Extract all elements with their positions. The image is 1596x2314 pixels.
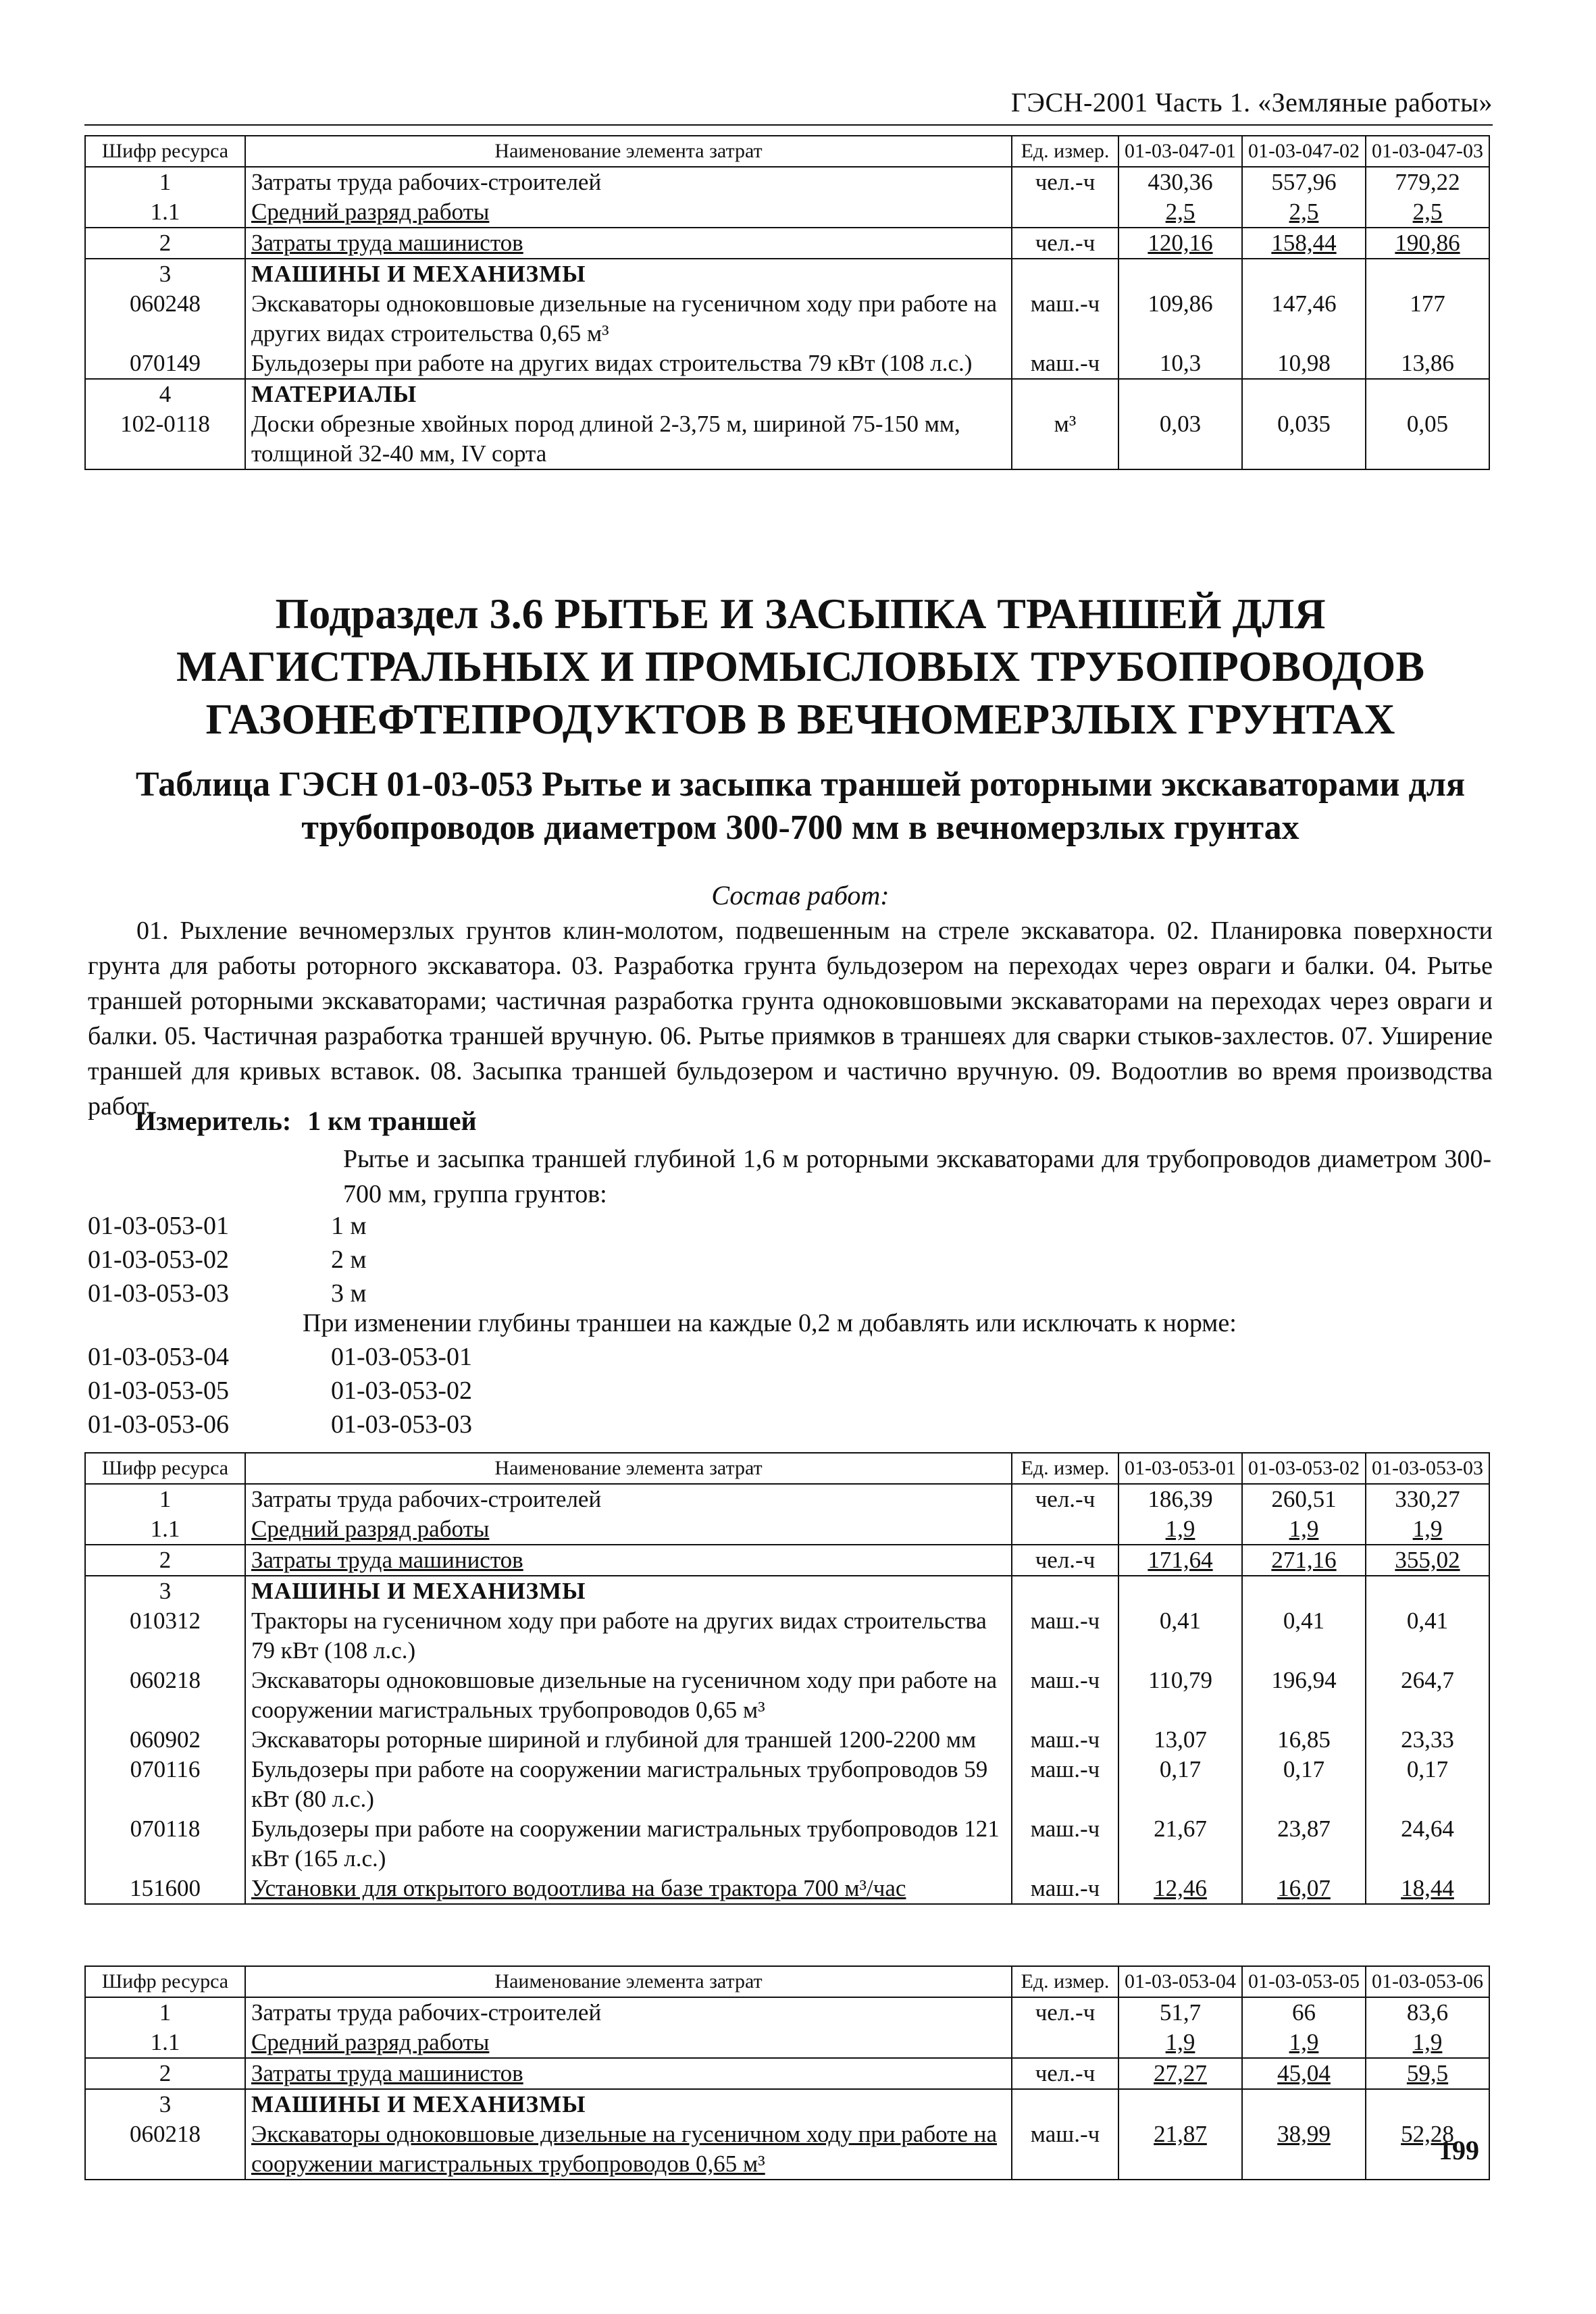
norm-row: [88, 1209, 367, 1243]
row-value: 430,36: [1118, 167, 1242, 197]
row-value: [1366, 259, 1489, 289]
table-row: [85, 1545, 1489, 1576]
row-name: Затраты труда машинистов: [245, 228, 1012, 259]
row-value: 196,94: [1242, 1666, 1366, 1725]
row-value: [1118, 379, 1242, 409]
row-unit: маш.-ч: [1012, 1874, 1118, 1904]
row-unit: м³: [1012, 409, 1118, 469]
row-code: 3: [85, 2089, 245, 2119]
table-row: [85, 2058, 1489, 2089]
row-unit: [1012, 1514, 1118, 1545]
table-row: [85, 197, 1489, 228]
row-value: 59,5: [1366, 2058, 1489, 2089]
meter-line: [135, 1105, 477, 1137]
row-unit: чел.-ч: [1012, 1484, 1118, 1514]
row-code: 070149: [85, 349, 245, 379]
header-col-3: 01-03-053-03: [1366, 1453, 1489, 1484]
row-value: 1,9: [1118, 1514, 1242, 1545]
row-unit: [1012, 259, 1118, 289]
row-name: МАШИНЫ И МЕХАНИЗМЫ: [245, 1576, 1012, 1606]
row-value: 0,17: [1242, 1755, 1366, 1814]
table-row: [85, 409, 1489, 469]
row-unit: чел.-ч: [1012, 167, 1118, 197]
row-unit: чел.-ч: [1012, 228, 1118, 259]
row-value: 177: [1366, 289, 1489, 349]
table-row: [85, 1814, 1489, 1874]
row-code: 060902: [85, 1725, 245, 1755]
row-value: 13,07: [1118, 1725, 1242, 1755]
row-unit: чел.-ч: [1012, 1545, 1118, 1576]
row-value: 23,33: [1366, 1725, 1489, 1755]
row-code: 151600: [85, 1874, 245, 1904]
row-value: 0,17: [1366, 1755, 1489, 1814]
row-code: 1.1: [85, 1514, 245, 1545]
row-name: Затраты труда рабочих-строителей: [245, 1997, 1012, 2028]
meter-label: Измеритель:: [135, 1106, 292, 1136]
row-name: Доски обрезные хвойных пород длиной 2-3,75 м, шириной 75-150 мм, толщиной 32-40 мм, IV сорта: [245, 409, 1012, 469]
works-composition-label: Состав работ:: [711, 880, 890, 910]
row-value: 24,64: [1366, 1814, 1489, 1874]
row-code: 010312: [85, 1606, 245, 1666]
row-code: 060248: [85, 289, 245, 349]
row-value: 51,7: [1118, 1997, 1242, 2028]
row-value: 120,16: [1118, 228, 1242, 259]
norm-code: 01-03-053-06: [88, 1410, 229, 1439]
row-value: 271,16: [1242, 1545, 1366, 1576]
row-unit: [1012, 2089, 1118, 2119]
row-unit: чел.-ч: [1012, 2058, 1118, 2089]
table-row: [85, 379, 1489, 409]
row-value: 171,64: [1118, 1545, 1242, 1576]
row-value: [1366, 1576, 1489, 1606]
row-name: Затраты труда машинистов: [245, 2058, 1012, 2089]
row-name: Экскаваторы одноковшовые дизельные на гусеничном ходу при работе на других видах строительства 0,65 м³: [245, 289, 1012, 349]
row-value: 23,87: [1242, 1814, 1366, 1874]
row-unit: маш.-ч: [1012, 1666, 1118, 1725]
row-code: 1: [85, 1997, 245, 2028]
header-code: Шифр ресурса: [85, 136, 245, 167]
row-value: [1242, 2089, 1366, 2119]
row-code: 2: [85, 228, 245, 259]
header-col-1: 01-03-053-04: [1118, 1966, 1242, 1997]
header-unit: Ед. измер.: [1012, 136, 1118, 167]
table-header-row: [85, 1453, 1489, 1484]
row-code: 3: [85, 259, 245, 289]
table-row: [85, 349, 1489, 379]
table-header-row: [85, 136, 1489, 167]
row-unit: [1012, 379, 1118, 409]
row-value: 1,9: [1118, 2028, 1242, 2058]
row-unit: [1012, 2028, 1118, 2058]
row-code: 3: [85, 1576, 245, 1606]
header-code: Шифр ресурса: [85, 1966, 245, 1997]
norm-value: 01-03-053-01: [331, 1343, 472, 1371]
row-value: 260,51: [1242, 1484, 1366, 1514]
header-col-3: 01-03-053-06: [1366, 1966, 1489, 1997]
table-row: [85, 167, 1489, 197]
row-value: 16,07: [1242, 1874, 1366, 1904]
row-value: [1118, 1576, 1242, 1606]
row-name: Бульдозеры при работе на сооружении магистральных трубопроводов 121 кВт (165 л.с.): [245, 1814, 1012, 1874]
norm-code: 01-03-053-05: [88, 1377, 229, 1405]
norm-code: 01-03-053-04: [88, 1343, 229, 1371]
row-value: 10,3: [1118, 349, 1242, 379]
row-value: 0,41: [1118, 1606, 1242, 1666]
row-unit: маш.-ч: [1012, 1606, 1118, 1666]
table-row: [85, 1606, 1489, 1666]
table-row: [85, 259, 1489, 289]
header-col-2: 01-03-053-05: [1242, 1966, 1366, 1997]
norm-row: [88, 1277, 367, 1310]
norm-note: При изменении глубины траншеи на каждые 0,2 м добавлять или исключать к норме:: [303, 1309, 1237, 1337]
table-row: [85, 1755, 1489, 1814]
row-name: Экскаваторы роторные шириной и глубиной для траншей 1200-2200 мм: [245, 1725, 1012, 1755]
row-value: [1242, 259, 1366, 289]
row-value: 12,46: [1118, 1874, 1242, 1904]
norm-row: [88, 1243, 367, 1277]
subsection-title: Подраздел 3.6 РЫТЬЕ И ЗАСЫПКА ТРАНШЕЙ ДЛЯ МАГИСТРАЛЬНЫХ И ПРОМЫСЛОВЫХ ТРУБОПРОВОДОВ ГАЗОНЕФТЕПРОДУКТОВ В ВЕЧНОМЕРЗЛЫХ ГРУНТАХ: [176, 590, 1425, 743]
row-code: 2: [85, 2058, 245, 2089]
row-value: 2,5: [1242, 197, 1366, 228]
row-value: 779,22: [1366, 167, 1489, 197]
row-name: Установки для открытого водоотлива на базе трактора 700 м³/час: [245, 1874, 1012, 1904]
row-value: 13,86: [1366, 349, 1489, 379]
row-name: Средний разряд работы: [245, 2028, 1012, 2058]
row-name: МАШИНЫ И МЕХАНИЗМЫ: [245, 2089, 1012, 2119]
row-unit: [1012, 197, 1118, 228]
row-value: 158,44: [1242, 228, 1366, 259]
row-code: 1.1: [85, 197, 245, 228]
header-unit: Ед. измер.: [1012, 1966, 1118, 1997]
norm-value: 01-03-053-03: [331, 1410, 472, 1439]
row-value: 27,27: [1118, 2058, 1242, 2089]
norm-code: 01-03-053-01: [88, 1212, 229, 1240]
meter-value: 1 км траншей: [307, 1106, 477, 1136]
row-value: 190,86: [1366, 228, 1489, 259]
norm-value: 3 м: [331, 1279, 367, 1308]
header-col-2: 01-03-053-02: [1242, 1453, 1366, 1484]
resource-table-053-b: [84, 1965, 1490, 2180]
row-name: Бульдозеры при работе на других видах строительства 79 кВт (108 л.с.): [245, 349, 1012, 379]
row-value: [1242, 379, 1366, 409]
row-value: 21,67: [1118, 1814, 1242, 1874]
norm-value: 1 м: [331, 1212, 367, 1240]
row-value: 110,79: [1118, 1666, 1242, 1725]
header-code: Шифр ресурса: [85, 1453, 245, 1484]
row-name: Затраты труда машинистов: [245, 1545, 1012, 1576]
row-code: 070116: [85, 1755, 245, 1814]
row-value: 0,035: [1242, 409, 1366, 469]
row-name: Затраты труда рабочих-строителей: [245, 1484, 1012, 1514]
running-head: ГЭСН-2001 Часть 1. «Земляные работы»: [1010, 87, 1493, 118]
row-unit: [1012, 1576, 1118, 1606]
norm-description: Рытье и засыпка траншей глубиной 1,6 м роторными экскаваторами для трубопроводов диаметром 300-700 мм, группа грунтов:: [343, 1145, 1491, 1208]
row-name: Средний разряд работы: [245, 197, 1012, 228]
works-description: 01. Рыхление вечномерзлых грунтов клин-молотом, подвешенным на стреле экскаватора. 02. Планировка поверхности грунта для работы роторного экскаватора. 03. Разработка грунта бульдозером на переходах через овраги и балки. 04. Рытье траншей роторными экскаваторами; частичная разработка грунта одноковшовыми экскаваторами на переходах через овраги и балки. 05. Частичная разработка траншей вручную. 06. Рытье приямков в траншеях для сварки стыков-захлестов. 07. Уширение траншей для кривых вставок. 08. Засыпка траншей бульдозером и частично вручную. 09. Водоотлив во время производства работ.: [88, 917, 1493, 1121]
header-unit: Ед. измер.: [1012, 1453, 1118, 1484]
row-value: 0,41: [1242, 1606, 1366, 1666]
row-unit: маш.-ч: [1012, 289, 1118, 349]
header-rule: [84, 124, 1493, 126]
row-code: 1: [85, 1484, 245, 1514]
row-unit: маш.-ч: [1012, 1725, 1118, 1755]
norm-code: 01-03-053-02: [88, 1245, 229, 1274]
table-row: [85, 2119, 1489, 2180]
row-value: 18,44: [1366, 1874, 1489, 1904]
row-value: 0,17: [1118, 1755, 1242, 1814]
table-row: [85, 1514, 1489, 1545]
table-row: [85, 1997, 1489, 2028]
row-name: Средний разряд работы: [245, 1514, 1012, 1545]
row-name: МАТЕРИАЛЫ: [245, 379, 1012, 409]
row-name: Экскаваторы одноковшовые дизельные на гусеничном ходу при работе на сооружении магистральных трубопроводов 0,65 м³: [245, 2119, 1012, 2180]
table-row: [85, 1576, 1489, 1606]
row-name: МАШИНЫ И МЕХАНИЗМЫ: [245, 259, 1012, 289]
row-code: 060218: [85, 1666, 245, 1725]
page-number: 199: [1439, 2135, 1479, 2165]
row-value: 83,6: [1366, 1997, 1489, 2028]
row-name: Экскаваторы одноковшовые дизельные на гусеничном ходу при работе на сооружении магистральных трубопроводов 0,65 м³: [245, 1666, 1012, 1725]
row-value: 264,7: [1366, 1666, 1489, 1725]
header-name: Наименование элемента затрат: [245, 136, 1012, 167]
table-row: [85, 1725, 1489, 1755]
header-col-2: 01-03-047-02: [1242, 136, 1366, 167]
row-unit: чел.-ч: [1012, 1997, 1118, 2028]
row-value: 109,86: [1118, 289, 1242, 349]
row-code: 060218: [85, 2119, 245, 2180]
row-code: 102-0118: [85, 409, 245, 469]
row-value: 10,98: [1242, 349, 1366, 379]
row-value: [1366, 2089, 1489, 2119]
table-row: [85, 2028, 1489, 2058]
header-name: Наименование элемента затрат: [245, 1966, 1012, 1997]
row-value: 0,41: [1366, 1606, 1489, 1666]
row-unit: маш.-ч: [1012, 2119, 1118, 2180]
norm-value: 2 м: [331, 1245, 367, 1274]
row-value: 38,99: [1242, 2119, 1366, 2180]
table-title: Таблица ГЭСН 01-03-053 Рытье и засыпка траншей роторными экскаваторами для трубопроводов диаметром 300-700 мм в вечномерзлых грунтах: [135, 765, 1466, 847]
row-code: 070118: [85, 1814, 245, 1874]
table-row: [85, 289, 1489, 349]
row-value: 45,04: [1242, 2058, 1366, 2089]
row-value: 0,05: [1366, 409, 1489, 469]
row-value: 557,96: [1242, 167, 1366, 197]
row-code: 2: [85, 1545, 245, 1576]
row-value: [1118, 259, 1242, 289]
row-name: Затраты труда рабочих-строителей: [245, 167, 1012, 197]
norm-value: 01-03-053-02: [331, 1377, 472, 1405]
table-row: [85, 1666, 1489, 1725]
row-value: 16,85: [1242, 1725, 1366, 1755]
row-value: 1,9: [1242, 1514, 1366, 1545]
header-col-1: 01-03-053-01: [1118, 1453, 1242, 1484]
row-value: 66: [1242, 1997, 1366, 2028]
row-value: [1366, 379, 1489, 409]
row-value: 1,9: [1366, 2028, 1489, 2058]
table-row: [85, 2089, 1489, 2119]
row-value: 52,28: [1366, 2119, 1489, 2180]
row-value: 1,9: [1366, 1514, 1489, 1545]
row-value: 330,27: [1366, 1484, 1489, 1514]
row-name: Бульдозеры при работе на сооружении магистральных трубопроводов 59 кВт (80 л.с.): [245, 1755, 1012, 1814]
norm-row: [88, 1340, 472, 1374]
table-row: [85, 1484, 1489, 1514]
row-code: 1.1: [85, 2028, 245, 2058]
row-code: 1: [85, 167, 245, 197]
resource-table-047: [84, 135, 1490, 470]
row-code: 4: [85, 379, 245, 409]
row-value: 2,5: [1118, 197, 1242, 228]
resource-table-053-a: [84, 1452, 1490, 1905]
row-value: 0,03: [1118, 409, 1242, 469]
row-unit: маш.-ч: [1012, 349, 1118, 379]
table-row: [85, 228, 1489, 259]
row-value: 186,39: [1118, 1484, 1242, 1514]
header-col-1: 01-03-047-01: [1118, 136, 1242, 167]
row-value: 21,87: [1118, 2119, 1242, 2180]
norm-row: [88, 1408, 472, 1441]
row-name: Тракторы на гусеничном ходу при работе на других видах строительства 79 кВт (108 л.с.): [245, 1606, 1012, 1666]
header-name: Наименование элемента затрат: [245, 1453, 1012, 1484]
table-row: [85, 1874, 1489, 1904]
row-value: 147,46: [1242, 289, 1366, 349]
row-unit: маш.-ч: [1012, 1755, 1118, 1814]
row-value: 1,9: [1242, 2028, 1366, 2058]
row-value: [1242, 1576, 1366, 1606]
row-value: 2,5: [1366, 197, 1489, 228]
row-value: 355,02: [1366, 1545, 1489, 1576]
header-col-3: 01-03-047-03: [1366, 136, 1489, 167]
norm-code: 01-03-053-03: [88, 1279, 229, 1308]
norm-row: [88, 1374, 472, 1408]
row-value: [1118, 2089, 1242, 2119]
table-header-row: [85, 1966, 1489, 1997]
row-unit: маш.-ч: [1012, 1814, 1118, 1874]
